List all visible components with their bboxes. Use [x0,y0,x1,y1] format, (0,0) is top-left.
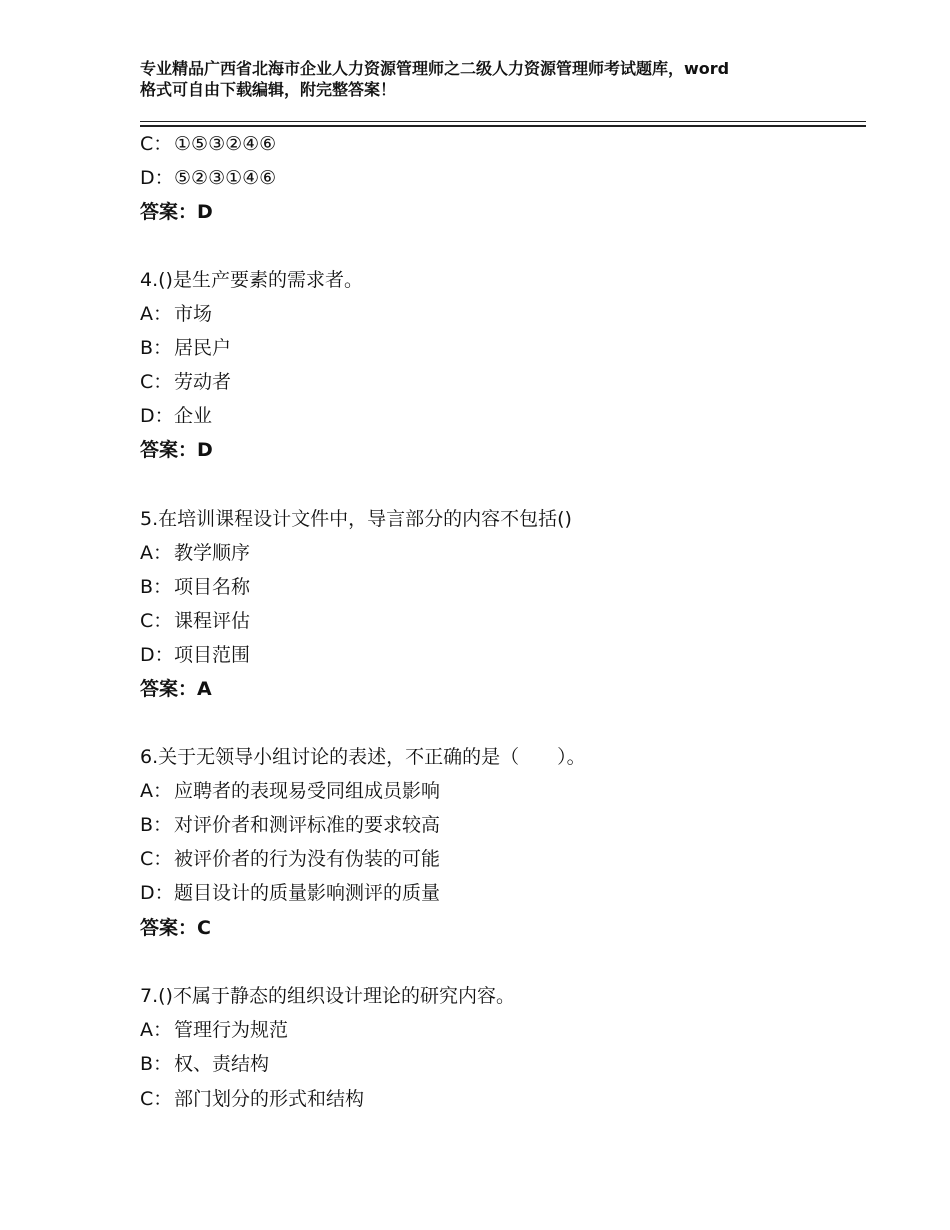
option-item [140,1018,288,1042]
option-item [140,302,212,326]
option-item [140,609,250,633]
option-item [140,1052,269,1076]
option-text: 管理行为规范 [174,1019,289,1041]
option-letter: C： [140,848,173,870]
option-text: 教学顺序 [174,542,251,564]
option-item [140,847,440,871]
option-item [140,336,231,360]
question-stem: 7.()不属于静态的组织设计理论的研究内容。 [140,985,515,1007]
document-header [140,58,860,100]
option-item [140,132,276,156]
option-item [140,643,250,667]
answer-line: 答案：A [140,678,212,700]
option-text: 权、责结构 [174,1053,270,1075]
option-text: ⑤②③①④⑥ [174,167,277,189]
option-item [140,541,250,565]
option-item [140,575,250,599]
option-letter: C： [140,1088,173,1110]
option-text: 劳动者 [174,371,232,393]
option-text: 项目范围 [174,644,251,666]
option-letter: B： [140,1053,173,1075]
option-letter: C： [140,371,173,393]
option-text: 项目名称 [174,576,251,598]
option-letter: D： [140,405,174,427]
option-text: 对评价者和测评标准的要求较高 [174,814,441,836]
answer-line: 答案：D [140,201,213,223]
option-text: 应聘者的表现易受同组成员影响 [174,780,441,802]
header-line-1: 专业精品广西省北海市企业人力资源管理师之二级人力资源管理师考试题库，word [140,59,730,78]
option-text: 课程评估 [174,610,251,632]
option-item [140,166,276,190]
option-text: 题目设计的质量影响测评的质量 [174,882,441,904]
option-letter: B： [140,814,173,836]
header-line-2: 格式可自由下载编辑，附完整答案！ [140,80,397,99]
header-divider-thick [140,125,866,127]
option-letter: D： [140,644,174,666]
option-text: 居民户 [174,337,232,359]
option-item [140,404,212,428]
option-item [140,881,440,905]
option-letter: C： [140,133,173,155]
option-letter: A： [140,542,172,564]
question-stem: 4.()是生产要素的需求者。 [140,269,363,291]
option-text: 企业 [174,405,213,427]
option-text: 部门划分的形式和结构 [174,1088,365,1110]
header-divider-thin [140,121,866,122]
question-stem: 5.在培训课程设计文件中，导言部分的内容不包括() [140,508,572,530]
option-letter: D： [140,167,174,189]
option-letter: A： [140,303,172,325]
option-letter: B： [140,337,173,359]
option-letter: C： [140,610,173,632]
option-letter: A： [140,780,172,802]
option-text: ①⑤③②④⑥ [174,133,277,155]
option-item [140,1087,364,1111]
option-letter: D： [140,882,174,904]
option-text: 被评价者的行为没有伪装的可能 [174,848,441,870]
option-letter: A： [140,1019,172,1041]
option-item [140,813,440,837]
question-stem: 6.关于无领导小组讨论的表述，不正确的是（ ）。 [140,746,586,768]
answer-line: 答案：D [140,439,213,461]
answer-line: 答案：C [140,917,211,939]
option-item [140,779,440,803]
option-text: 市场 [174,303,213,325]
option-letter: B： [140,576,173,598]
option-item [140,370,231,394]
